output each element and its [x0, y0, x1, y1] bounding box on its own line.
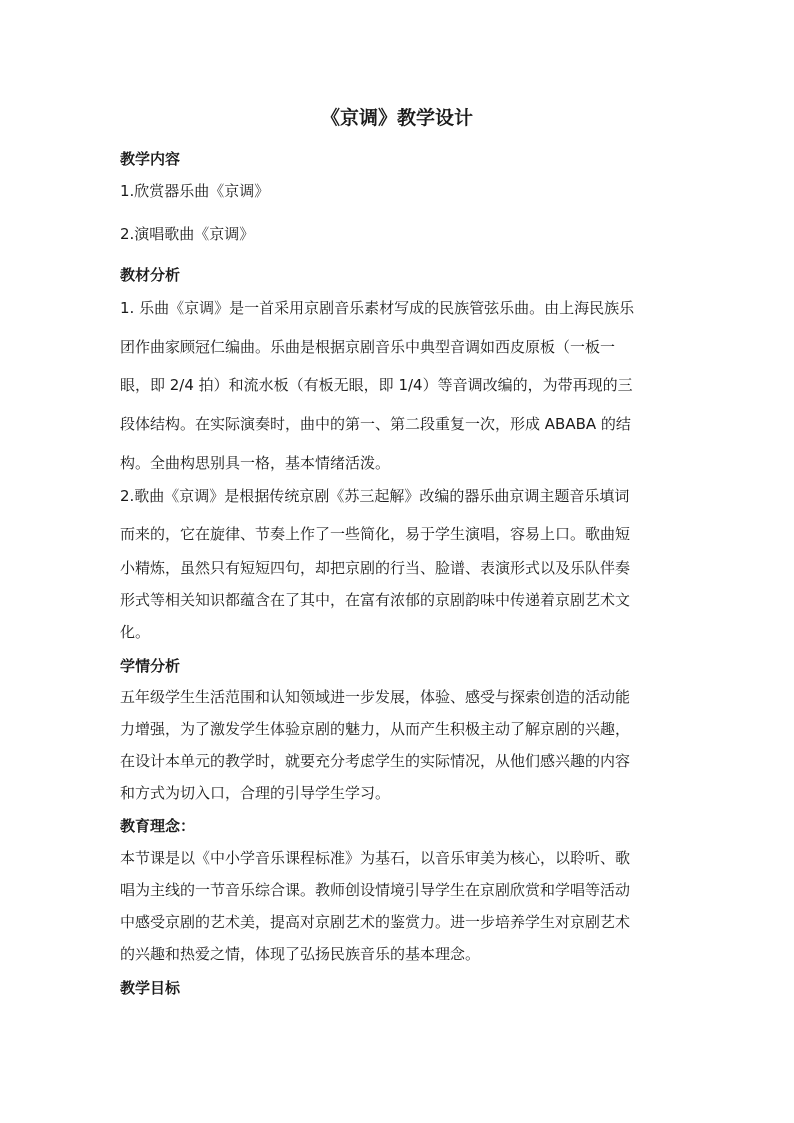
content-item: 1.欣赏器乐曲《京调》 — [120, 182, 270, 200]
paragraph-line: 2.歌曲《京调》是根据传统京剧《苏三起解》改编的器乐曲京调主题音乐填词 — [120, 487, 630, 505]
paragraph-line: 构。全曲构思别具一格，基本情绪活泼。 — [120, 454, 391, 472]
section-heading-content: 教学内容 — [120, 150, 181, 168]
paragraph-line: 团作曲家顾冠仁编曲。乐曲是根据京剧音乐中典型音调如西皮原板（一板一 — [120, 338, 616, 356]
paragraph-line: 而来的，它在旋律、节奏上作了一些简化，易于学生演唱，容易上口。歌曲短 — [120, 525, 631, 543]
document-title: 《京调》教学设计 — [320, 107, 473, 129]
paragraph-line: 化。 — [120, 623, 151, 641]
paragraph-line: 唱为主线的一节音乐综合课。教师创设情境引导学生在京剧欣赏和学唱等活动 — [120, 881, 631, 899]
paragraph-line: 段体结构。在实际演奏时，曲中的第一、第二段重复一次，形成 ABABA 的结 — [120, 415, 631, 433]
paragraph-line: 形式等相关知识都蕴含在了其中，在富有浓郁的京剧韵味中传递着京剧艺术文 — [120, 591, 631, 609]
paragraph-line: 力增强，为了激发学生体验京剧的魅力，从而产生积极主动了解京剧的兴趣， — [120, 720, 631, 738]
section-heading-material: 教材分析 — [120, 266, 181, 284]
paragraph-line: 本节课是以《中小学音乐课程标准》为基石，以音乐审美为核心，以聆听、歌 — [120, 849, 631, 867]
paragraph-line: 小精炼，虽然只有短短四句，却把京剧的行当、脸谱、表演形式以及乐队伴奏 — [120, 559, 631, 577]
paragraph-line: 的兴趣和热爱之情，体现了弘扬民族音乐的基本理念。 — [120, 945, 481, 963]
paragraph-line: 1. 乐曲《京调》是一首采用京剧音乐素材写成的民族管弦乐曲。由上海民族乐 — [120, 299, 635, 317]
content-item: 2.演唱歌曲《京调》 — [120, 225, 255, 243]
paragraph-line: 眼，即 2/4 拍）和流水板（有板无眼，即 1/4）等音调改编的，为带再现的三 — [120, 376, 633, 394]
paragraph-line: 在设计本单元的教学时，就要充分考虑学生的实际情况，从他们感兴趣的内容 — [120, 752, 631, 770]
paragraph-line: 和方式为切入口，合理的引导学生学习。 — [120, 784, 391, 802]
section-heading-students: 学情分析 — [120, 657, 181, 675]
section-heading-goals: 教学目标 — [120, 979, 181, 997]
paragraph-line: 五年级学生生活范围和认知领域进一步发展，体验、感受与探索创造的活动能 — [120, 688, 631, 706]
paragraph-line: 中感受京剧的艺术美，提高对京剧艺术的鉴赏力。进一步培养学生对京剧艺术 — [120, 913, 631, 931]
section-heading-philosophy: 教育理念： — [120, 817, 196, 835]
